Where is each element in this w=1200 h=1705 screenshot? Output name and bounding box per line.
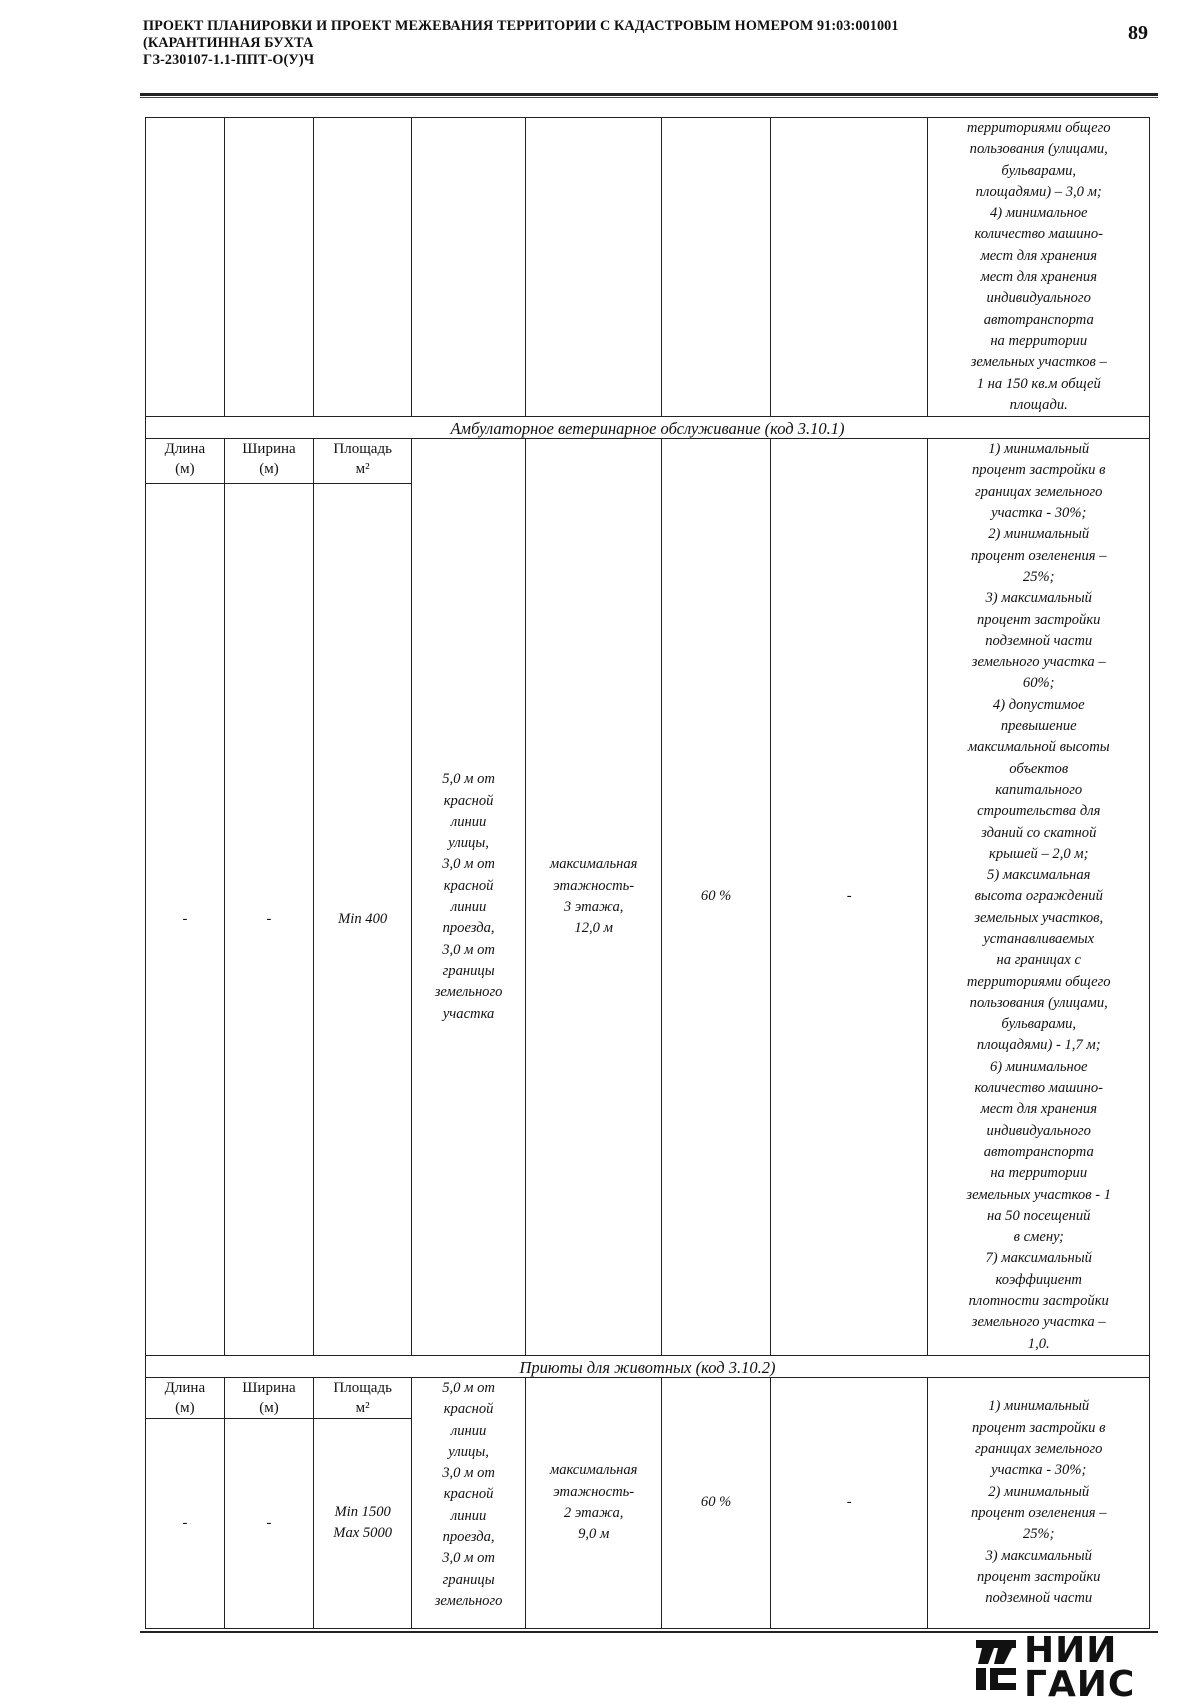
document-header (143, 18, 1103, 69)
company-logo (974, 1630, 1160, 1705)
header-rule-thin (140, 97, 1158, 98)
cell-empty (412, 118, 526, 417)
column-header-length: Длина (м) (146, 1377, 225, 1418)
cell-empty (662, 118, 771, 417)
header-document-code: ГЗ-230107-1.1-ППТ-О(У)Ч (143, 52, 315, 68)
cell-length: - (146, 484, 225, 1356)
cell-empty (146, 118, 225, 417)
cell-area: Min 1500 Max 5000 (314, 1418, 412, 1628)
column-header-width: Ширина (м) (224, 1377, 313, 1418)
page-number: 89 (1128, 22, 1148, 44)
cell-empty (224, 118, 313, 417)
company-logo-text: НИИ ГАИС (1024, 1630, 1136, 1705)
column-header-area: Площадь м² (314, 439, 412, 484)
cell-setback: 5,0 м от красной линии улицы, 3,0 м от красной линии проезда, 3,0 м от границы земельного (412, 1377, 526, 1628)
cell-notes: 1) минимальный процент застройки в границах земельного участка - 30%; 2) минимальный процент озеленения – 25%; 3) максимальный процент застройки подземной части земельного участка – 60%; 4) допустимое превышение максимальной высоты объектов капитального строительства для зданий со скатной крышей – 2,0 м; 5) максимальная высота ограждений земельных участков, устанавливаемых на границах с территориями общего пользования (улицами, бульварами, площадями) - 1,7 м; 6) минимальное количество машино- мест для хранения индивидуального автотранспорта на территории земельных участков - 1 на 50 посещений в смену; 7) максимальный коэффициент плотности застройки земельного участка – 1,0. (928, 439, 1150, 1356)
cell-width: - (224, 484, 313, 1356)
cell-other: - (770, 439, 928, 1356)
cell-empty (770, 118, 928, 417)
column-header-width: Ширина (м) (224, 439, 313, 484)
footer-rule (140, 1631, 1158, 1633)
cell-floors: максимальная этажность- 2 этажа, 9,0 м (526, 1377, 662, 1628)
table-row (146, 1377, 1150, 1418)
company-logo-mark-icon (974, 1638, 1018, 1694)
cell-setback: 5,0 м от красной линии улицы, 3,0 м от красной линии проезда, 3,0 м от границы земельного участка (412, 439, 526, 1356)
header-title-line1: ПРОЕКТ ПЛАНИРОВКИ И ПРОЕКТ МЕЖЕВАНИЯ ТЕРРИТОРИИ С КАДАСТРОВЫМ НОМЕРОМ 91:03:001001 (143, 18, 899, 34)
column-header-length: Длина (м) (146, 439, 225, 484)
column-header-area: Площадь м² (314, 1377, 412, 1418)
header-title-line2: (КАРАНТИННАЯ БУХТА (143, 35, 314, 51)
cell-area: Min 400 (314, 484, 412, 1356)
cell-length: - (146, 1418, 225, 1628)
section-title: Амбулаторное ветеринарное обслуживание (код 3.10.1) (146, 417, 1150, 439)
section-title: Приюты для животных (код 3.10.2) (146, 1355, 1150, 1377)
cell-empty (526, 118, 662, 417)
section-title-row (146, 417, 1150, 439)
table-row-continued (146, 118, 1150, 417)
cell-coverage: 60 % (662, 439, 771, 1356)
cell-notes: 1) минимальный процент застройки в границах земельного участка - 30%; 2) минимальный процент озеленения – 25%; 3) максимальный процент застройки подземной части (928, 1377, 1150, 1628)
cell-width: - (224, 1418, 313, 1628)
cell-empty (314, 118, 412, 417)
cell-notes-continued: территориями общего пользования (улицами, бульварами, площадями) – 3,0 м; 4) минимальное количество машино- мест для хранения мест для хранения индивидуального автотранспорта на территории земельных участков – 1 на 150 кв.м общей площади. (928, 118, 1150, 417)
header-rule (140, 93, 1158, 96)
regulations-table (145, 117, 1150, 1629)
cell-floors: максимальная этажность- 3 этажа, 12,0 м (526, 439, 662, 1356)
regulations-table-wrapper (145, 117, 1150, 1629)
cell-coverage: 60 % (662, 1377, 771, 1628)
cell-other: - (770, 1377, 928, 1628)
table-row (146, 439, 1150, 484)
section-title-row (146, 1355, 1150, 1377)
